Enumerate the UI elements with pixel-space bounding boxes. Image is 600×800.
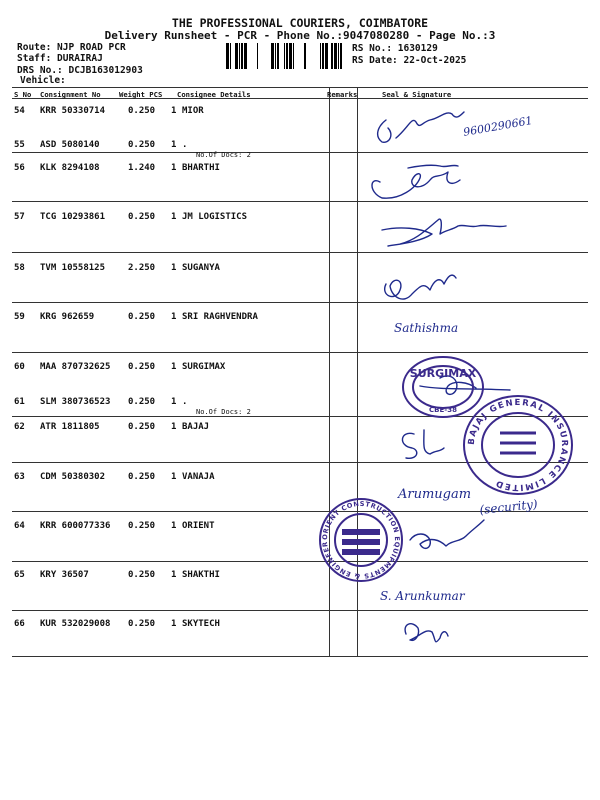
row-doc-count: No.Of Docs: 2 xyxy=(196,408,251,416)
company-title: THE PROFESSIONAL COURIERS, COIMBATORE xyxy=(171,16,429,30)
barcode-bar xyxy=(226,43,229,69)
row-consignment-no: ATR 1811805 xyxy=(40,422,100,432)
barcode-bar xyxy=(322,43,324,69)
row-doc-count: No.Of Docs: 2 xyxy=(196,151,251,159)
surgimax-stamp-city: CBE-38 xyxy=(429,406,457,414)
barcode-bar xyxy=(275,43,276,69)
row-consignment-no: KRR 50330714 xyxy=(40,106,106,116)
bajaj-stamp-ring-text: BAJAJ GENERAL INSURANCE LIMITED xyxy=(466,397,570,493)
barcode-bar xyxy=(293,43,294,69)
row-sno: 59 xyxy=(14,312,25,322)
row-pcs: 1 xyxy=(171,362,177,372)
row-pcs: 1 xyxy=(171,619,177,629)
barcode xyxy=(226,43,348,69)
row-consignee: SRI RAGHVENDRA xyxy=(182,312,258,322)
runsheet-title: Delivery Runsheet - PCR - Phone No.:9047080280 - Page No.:3 xyxy=(104,29,496,42)
row-weight: 0.250 xyxy=(128,140,156,150)
vehicle-label: Vehicle: xyxy=(20,75,66,86)
barcode-bar xyxy=(334,43,337,69)
row-consignment-no: CDM 50380302 xyxy=(40,472,106,482)
row-consignment-no: KLK 8294108 xyxy=(40,163,100,173)
row-sno: 56 xyxy=(14,163,25,173)
barcode-bar xyxy=(271,43,274,69)
row-consignee: SURGIMAX xyxy=(182,362,226,372)
barcode-bar xyxy=(304,43,306,69)
row-sno: 58 xyxy=(14,263,25,273)
row-sno: 54 xyxy=(14,106,25,116)
row-consignee: VANAJA xyxy=(182,472,215,482)
col-consignee: Consignee Details xyxy=(177,90,251,99)
table-bottom-border xyxy=(12,656,588,657)
signature-54-mark xyxy=(378,120,391,142)
row-pcs: 1 xyxy=(171,521,177,531)
row-sno: 55 xyxy=(14,140,25,150)
surgimax-stamp-text: SURGIMAX xyxy=(409,367,477,380)
orient-stamp xyxy=(314,491,404,583)
barcode-bar xyxy=(320,43,321,69)
row-sno: 64 xyxy=(14,521,25,531)
barcode-bar xyxy=(230,43,231,69)
route-label: Route: NJP ROAD PCR xyxy=(17,42,126,53)
barcode-bar xyxy=(257,43,258,69)
row-sno: 60 xyxy=(14,362,25,372)
row-weight: 0.250 xyxy=(128,570,156,580)
signature-57 xyxy=(382,219,506,246)
barcode-bar xyxy=(289,43,292,69)
row-pcs: 1 xyxy=(171,312,177,322)
col-seal-signature: Seal & Signature xyxy=(382,90,452,99)
row-consignee: MIOR xyxy=(182,106,204,116)
col-consignment: Consignment No xyxy=(40,90,101,99)
row-consignee: BHARTHI xyxy=(182,163,220,173)
signature-63-text: Arumugam xyxy=(398,487,472,502)
barcode-bar xyxy=(286,43,288,69)
barcode-bar xyxy=(284,43,285,69)
row-consignment-no: MAA 870732625 xyxy=(40,362,111,372)
barcode-bar xyxy=(325,43,328,69)
row-pcs: 1 xyxy=(171,397,177,407)
row-weight: 0.250 xyxy=(128,397,156,407)
row-sno: 57 xyxy=(14,212,25,222)
col-weight-pcs: Weight PCS xyxy=(119,90,163,99)
row-consignee: BAJAJ xyxy=(182,422,210,432)
row-sno: 65 xyxy=(14,570,25,580)
row-consignment-no: KRG 962659 xyxy=(40,312,95,322)
barcode-bar xyxy=(277,43,279,69)
row-consignment-no: SLM 380736523 xyxy=(40,397,111,407)
row-weight: 0.250 xyxy=(128,106,156,116)
row-weight: 0.250 xyxy=(128,619,156,629)
rs-date: RS Date: 22-Oct-2025 xyxy=(352,55,467,66)
row-consignee: SUGANYA xyxy=(182,263,220,273)
row-consignment-no: TCG 10293861 xyxy=(40,212,106,222)
row-sno: 61 xyxy=(14,397,25,407)
row-consignee: . xyxy=(182,140,188,150)
row-weight: 1.240 xyxy=(128,163,156,173)
row-pcs: 1 xyxy=(171,106,177,116)
orient-stamp-ring-text: ORIENT CONSTRUCTION EQUIPMENTS & ENGINEERING xyxy=(314,491,402,581)
row-consignee: . xyxy=(182,397,188,407)
row-pcs: 1 xyxy=(171,422,177,432)
row-consignee: SHAKTHI xyxy=(182,570,220,580)
barcode-bar xyxy=(331,43,333,69)
row-pcs: 1 xyxy=(171,140,177,150)
row-weight: 0.250 xyxy=(128,472,156,482)
signature-63-note: (security) xyxy=(478,496,539,517)
signature-65-text: S. Arunkumar xyxy=(380,589,465,603)
phone-handwriting: 9600290661 xyxy=(462,113,534,139)
row-weight: 0.250 xyxy=(128,362,156,372)
signature-64 xyxy=(410,520,484,548)
signature-56-extra xyxy=(408,165,458,168)
col-sno: S No xyxy=(14,90,32,99)
row-consignee: ORIENT xyxy=(182,521,215,531)
row-sno: 63 xyxy=(14,472,25,482)
barcode-bar xyxy=(338,43,339,69)
row-pcs: 1 xyxy=(171,163,177,173)
row-sno: 66 xyxy=(14,619,25,629)
row-pcs: 1 xyxy=(171,472,177,482)
row-consignment-no: ASD 5080140 xyxy=(40,140,100,150)
rs-number: RS No.: 1630129 xyxy=(352,43,438,54)
barcode-bar xyxy=(239,43,240,69)
drs-number: DRS No.: DCJB163012903 xyxy=(17,65,143,76)
signature-54-scrawl xyxy=(396,112,464,138)
row-consignment-no: KRY 36507 xyxy=(40,570,89,580)
row-pcs: 1 xyxy=(171,212,177,222)
table-top-border xyxy=(12,87,588,88)
barcode-bar xyxy=(340,43,342,69)
row-weight: 2.250 xyxy=(128,263,156,273)
row-consignee: SKYTECH xyxy=(182,619,220,629)
row-consignment-no: KRR 600077336 xyxy=(40,521,111,531)
row-weight: 0.250 xyxy=(128,422,156,432)
signature-59-text: Sathishma xyxy=(394,321,459,335)
row-pcs: 1 xyxy=(171,570,177,580)
row-consignee: JM LOGISTICS xyxy=(182,212,248,222)
col-remarks: Remarks xyxy=(327,90,358,99)
signature-56 xyxy=(372,172,460,198)
barcode-bar xyxy=(235,43,238,69)
barcode-bar xyxy=(241,43,243,69)
row-pcs: 1 xyxy=(171,263,177,273)
row-consignment-no: KUR 532029008 xyxy=(40,619,111,629)
row-weight: 0.250 xyxy=(128,312,156,322)
row-weight: 0.250 xyxy=(128,521,156,531)
row-sno: 62 xyxy=(14,422,25,432)
signature-58 xyxy=(385,275,456,299)
staff-label: Staff: DURAIRAJ xyxy=(17,53,103,64)
signature-66 xyxy=(405,624,448,642)
barcode-bar xyxy=(244,43,247,69)
row-consignment-no: TVM 10558125 xyxy=(40,263,106,273)
row-weight: 0.250 xyxy=(128,212,156,222)
bajaj-stamp xyxy=(460,393,576,497)
signature-62 xyxy=(402,430,444,458)
